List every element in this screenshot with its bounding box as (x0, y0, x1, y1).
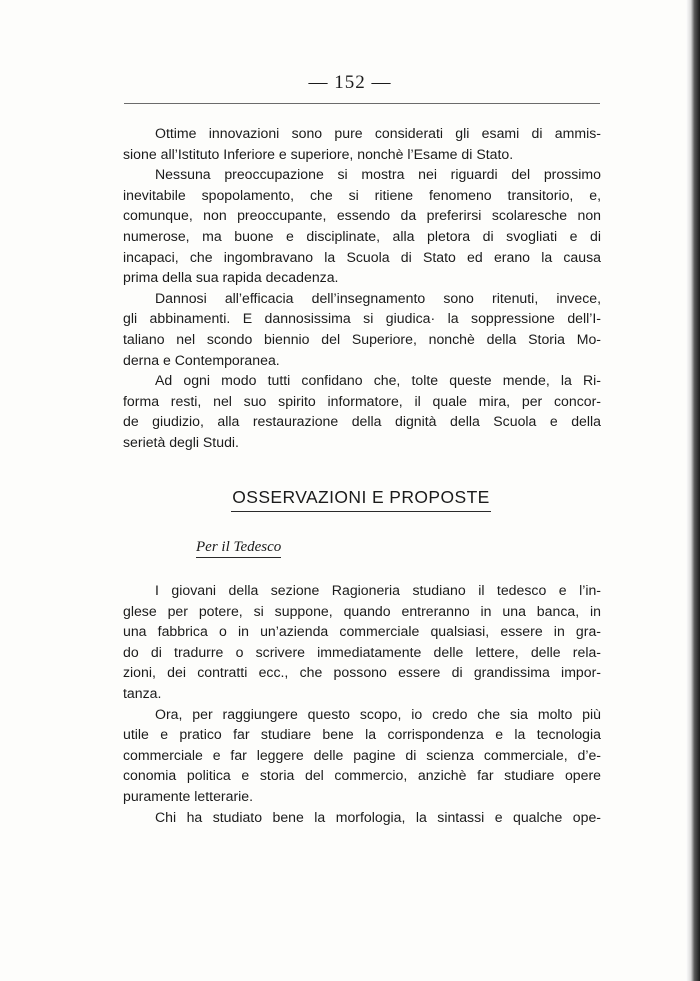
text-line: serietà degli Studi. (123, 433, 239, 450)
text-line: de giudizio, alla restaurazione della dignità della Scuola e della (123, 413, 601, 430)
text-line: Ottime innovazioni sono pure considerati gli esami di ammis- (155, 125, 601, 141)
text-line: tanza. (123, 684, 162, 701)
text-line: una fabbrica o in un’azienda commerciale qualsiasi, essere in gra- (123, 623, 601, 640)
text-line: zioni, dei contratti ecc., che possono essere di grandissima impor- (123, 664, 601, 681)
text-line: comunque, non preoccupante, essendo da preferirsi scolaresche non (123, 207, 601, 224)
section-heading-wrapper (0, 487, 700, 512)
page-number: — 152 — (308, 72, 392, 93)
section-heading: OSSERVAZIONI E PROPOSTE (231, 487, 491, 512)
paragraph (123, 807, 601, 828)
text-line: taliano nel scondo biennio del Superiore, nonchè della Storia Mo- (123, 330, 601, 347)
text-line: gli abbinamenti. E dannosissima si giudica· la soppressione dell’I- (123, 310, 601, 327)
subheading: Per il Tedesco (196, 539, 281, 558)
text-line: prima della sua rapida decadenza. (123, 269, 339, 286)
text-block-top (123, 123, 601, 453)
text-line: Ad ogni modo tutti confidano che, tolte queste mende, la Ri- (155, 372, 601, 389)
text-line: derna e Contemporanea. (123, 351, 280, 368)
paragraph (123, 580, 601, 704)
paragraph (123, 370, 601, 452)
text-line: glese per potere, si suppone, quando entreranno in una banca, in (123, 602, 601, 619)
text-line: inevitabile spopolamento, che si ritiene fenomeno transitorio, e, (123, 186, 601, 203)
text-line: do di tradurre o scrivere immediatamente delle lettere, delle rela- (123, 643, 601, 660)
text-line: Chi ha studiato bene la morfologia, la sintassi e qualche ope- (155, 808, 601, 825)
text-line: puramente letterarie. (123, 787, 254, 804)
text-line: incapaci, che ingombravano la Scuola di Stato ed erano la causa (123, 248, 601, 265)
text-line: commerciale e far leggere delle pagine di scienza commerciale, d’e- (123, 746, 601, 763)
paragraph (123, 164, 601, 288)
text-line: utile e pratico far studiare bene la corrispondenza e la tecnologia (123, 726, 601, 743)
text-block-bottom (123, 580, 601, 827)
text-line: Dannosi all’efficacia dell’insegnamento sono ritenuti, invece, (155, 289, 601, 306)
paragraph (123, 123, 601, 164)
paragraph (123, 704, 601, 807)
header-rule (124, 103, 600, 104)
text-line: forma resti, nel suo spirito informatore, il quale mira, per concor- (123, 392, 601, 409)
paragraph (123, 288, 601, 370)
text-line: Nessuna preoccupazione si mostra nei riguardi del prossimo (155, 166, 601, 183)
text-line: conomia politica e storia del commercio, anzichè far studiare opere (123, 767, 601, 784)
text-line: Ora, per raggiungere questo scopo, io credo che sia molto più (155, 705, 601, 722)
text-line: sione all’Istituto Inferiore e superiore, nonchè l’Esame di Stato. (123, 145, 514, 162)
page-edge-shadow (686, 0, 700, 981)
text-line: numerose, ma buone e disciplinate, alla pletora di svogliati e di (123, 227, 601, 244)
text-line: I giovani della sezione Ragioneria studiano il tedesco e l’in- (155, 582, 601, 598)
